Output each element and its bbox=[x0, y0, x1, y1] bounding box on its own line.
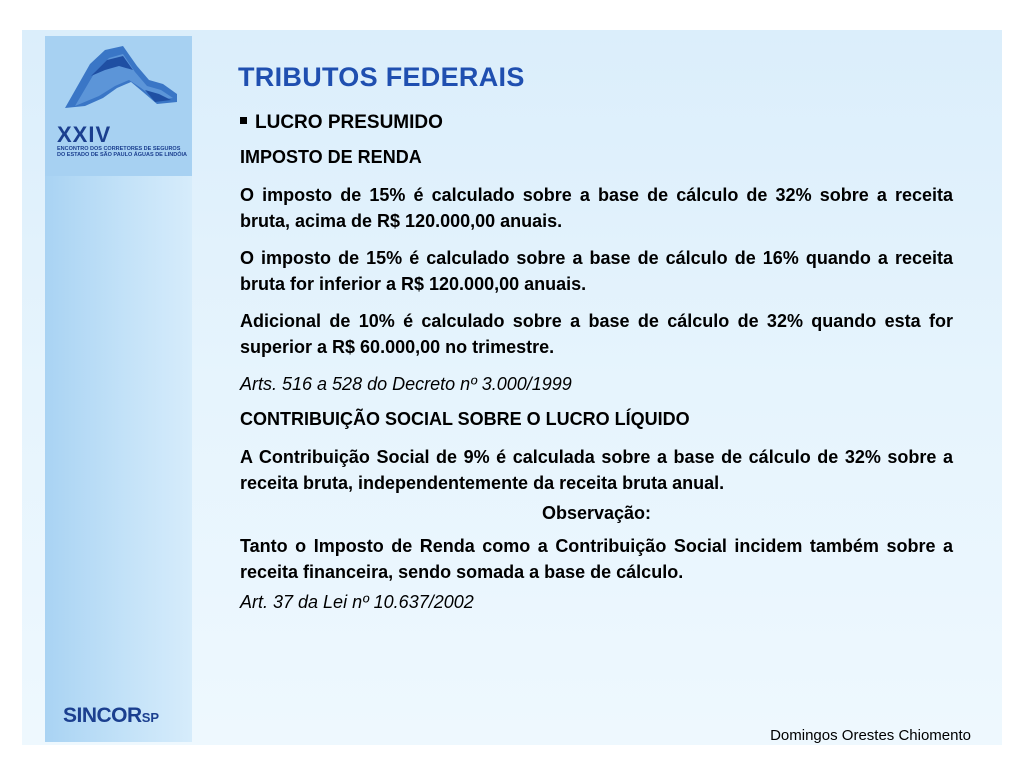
event-logo bbox=[45, 36, 192, 176]
sponsor-logo bbox=[63, 704, 159, 728]
ir-reference: Arts. 516 a 528 do Decreto nº 3.000/1999 bbox=[240, 374, 572, 394]
mountain-logo-icon bbox=[45, 36, 192, 126]
square-bullet-icon bbox=[240, 117, 247, 124]
ir-heading: IMPOSTO DE RENDA bbox=[240, 147, 422, 167]
slide-title: TRIBUTOS FEDERAIS bbox=[238, 62, 525, 92]
csll-heading: CONTRIBUIÇÃO SOCIAL SOBRE O LUCRO LÍQUIDO bbox=[240, 409, 690, 429]
bullet-label: LUCRO PRESUMIDO bbox=[255, 112, 443, 133]
observation-paragraph: Tanto o Imposto de Renda como a Contribuição Social incidem também sobre a receita financeira, sendo somada a base de cálculo. bbox=[240, 536, 953, 582]
slide-content bbox=[240, 110, 953, 624]
ir-paragraph-2: O imposto de 15% é calculado sobre a base de cálculo de 16% quando a receita bruta for inferior a R$ 120.000,00 anuais. bbox=[240, 248, 953, 294]
sponsor-name: SINCOR bbox=[63, 704, 142, 727]
ir-paragraph-3: Adicional de 10% é calculado sobre a base de cálculo de 32% quando esta for superior a R$ 60.000,00 no trimestre. bbox=[240, 311, 953, 357]
bullet-item bbox=[240, 110, 953, 136]
csll-paragraph: A Contribuição Social de 9% é calculada sobre a base de cálculo de 32% sobre a receita bruta, independentemente da receita bruta anual. bbox=[240, 447, 953, 493]
edition-label: XXIV bbox=[57, 122, 112, 147]
observation-reference: Art. 37 da Lei nº 10.637/2002 bbox=[240, 592, 474, 612]
sponsor-suffix: SP bbox=[141, 710, 160, 725]
author-name: Domingos Orestes Chiomento bbox=[770, 727, 971, 744]
ir-paragraph-1: O imposto de 15% é calculado sobre a base de cálculo de 32% sobre a receita bruta, acima de R$ 120.000,00 anuais. bbox=[240, 185, 953, 231]
observation-heading: Observação: bbox=[541, 503, 652, 523]
sidebar bbox=[45, 36, 192, 742]
event-subtitle: ENCONTRO DOS CORRETORES DE SEGUROS DO ESTADO DE SÃO PAULO ÁGUAS DE LINDÓIA bbox=[57, 146, 187, 159]
